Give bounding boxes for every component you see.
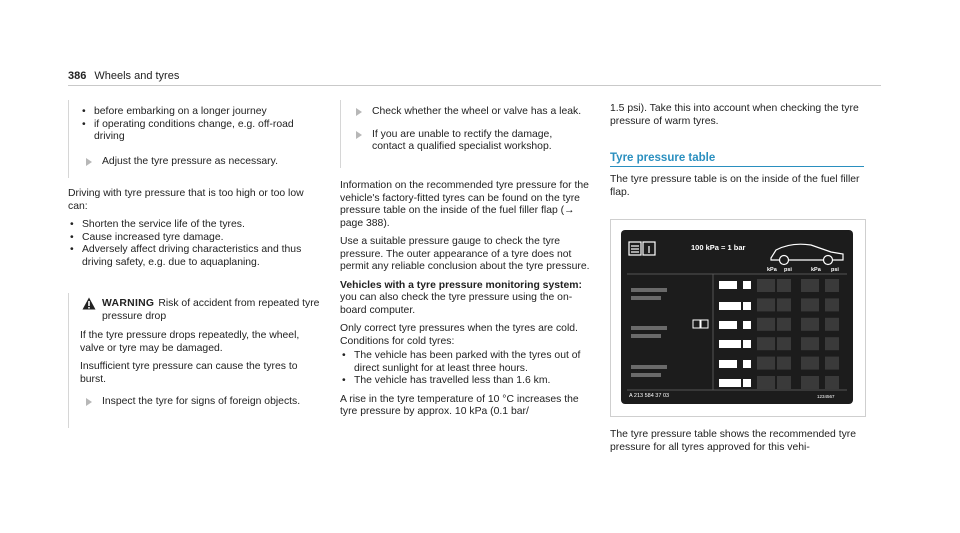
- tyre-pressure-figure: [610, 219, 866, 417]
- warning-icon: [82, 297, 96, 310]
- action-text: Check whether the wheel or valve has a leak.: [372, 106, 582, 117]
- pressure-cell: [825, 337, 839, 350]
- paragraph: Insufficient tyre pressure can cause the tyres to burst.: [80, 361, 298, 385]
- column-3-caption: [610, 429, 866, 460]
- tyre-size-labels: [631, 288, 667, 377]
- action-arrow-icon: [356, 108, 362, 116]
- page-header: [68, 70, 179, 82]
- tyre-pressure-sticker: [621, 230, 853, 404]
- pressure-cell: [825, 357, 839, 370]
- action-arrow-icon: [86, 398, 92, 406]
- pressure-cell: [801, 279, 819, 292]
- paragraph: Use a suitable pressure gauge to check the tyre pressure. The outer appearance of a tyre does not permit any reliable conclusion about the tyre pressure.: [340, 236, 590, 272]
- pressure-cell: [825, 279, 839, 292]
- pressure-cell: [757, 279, 775, 292]
- list-item: • if operating conditions change, e.g. off-road driving: [80, 119, 322, 144]
- pressure-cell: [825, 376, 839, 389]
- action-arrow-icon: [356, 131, 362, 139]
- car-icon: [771, 244, 843, 264]
- warning-title: Risk of accident from repeated tyre pressure drop: [102, 298, 320, 322]
- pressure-cell: [801, 357, 819, 370]
- tpms-text: you can also check the tyre pressure using the on-board computer.: [340, 292, 573, 316]
- unit-psi-label: psi: [831, 267, 839, 273]
- list-item: • before embarking on a longer journey: [80, 106, 322, 119]
- manual-info-icon: [629, 242, 655, 255]
- warning-bar: [68, 293, 69, 428]
- note-bar: [340, 100, 341, 168]
- pressure-cell: [801, 376, 819, 389]
- pressure-cell: [777, 357, 791, 370]
- sticker-code: 1234567: [817, 394, 835, 399]
- list-item: • Cause increased tyre damage.: [68, 232, 322, 245]
- pressure-cell: [757, 298, 775, 311]
- column-3-intro: [610, 174, 860, 205]
- paragraph: 1.5 psi). Take this into account when checking the tyre pressure of warm tyres.: [610, 103, 859, 127]
- header-rule: [68, 85, 881, 86]
- pressure-cell: [825, 298, 839, 311]
- column-2-actions: [350, 106, 588, 162]
- action-item: [350, 106, 588, 119]
- chapter-title: Wheels and tyres: [94, 70, 180, 82]
- paragraph: [340, 280, 598, 318]
- pressure-cell: [757, 376, 775, 389]
- note-bar: [68, 100, 69, 178]
- tpms-heading: Vehicles with a tyre pressure monitoring system:: [340, 279, 582, 291]
- part-number: A 213 584 37 03: [629, 393, 670, 399]
- action-text: If you are unable to rectify the damage, contact a qualified specialist workshop.: [372, 128, 553, 152]
- occupancy-icons: [719, 281, 751, 387]
- warning-heading: [80, 298, 322, 323]
- column-2-body: [340, 180, 598, 425]
- pressure-cell: [777, 298, 791, 311]
- list-item: • Adversely affect driving characteristics and thus driving safety, e.g. due to aquaplaning.: [68, 244, 322, 269]
- load-book-icon: [693, 320, 708, 328]
- paragraph: If the tyre pressure drops repeatedly, the wheel, valve or tyre may be damaged.: [80, 330, 300, 354]
- pressure-cell: [777, 279, 791, 292]
- warning-label: WARNING: [102, 298, 155, 309]
- action-text: Adjust the tyre pressure as necessary.: [102, 155, 278, 167]
- unit-kpa-label: kPa: [767, 267, 777, 273]
- paragraph: The tyre pressure table is on the inside of the fuel filler flap.: [610, 174, 860, 198]
- pressure-cell: [801, 337, 819, 350]
- paragraph: Only correct tyre pressures when the tyres are cold. Conditions for cold tyres:: [340, 323, 578, 347]
- page-number: 386: [68, 70, 87, 82]
- section-title: Tyre pressure table: [610, 152, 716, 164]
- paragraph: The tyre pressure table shows the recommended tyre pressure for all tyres approved for this vehi-: [610, 429, 857, 453]
- pressure-cell: [801, 298, 819, 311]
- action-item: [80, 396, 322, 409]
- action-item: [80, 156, 322, 169]
- action-arrow-icon: [86, 158, 92, 166]
- action-text: Inspect the tyre for signs of foreign objects.: [102, 396, 301, 407]
- column-1: [80, 106, 322, 176]
- pressure-cell: [757, 337, 775, 350]
- pressure-cell: [825, 318, 839, 331]
- pressure-cell: [777, 376, 791, 389]
- action-item: [350, 129, 588, 154]
- pressure-cell: [801, 318, 819, 331]
- list-item: • The vehicle has travelled less than 1.6 km.: [340, 375, 598, 388]
- pressure-cell: [757, 318, 775, 331]
- unit-kpa-label: kPa: [811, 267, 821, 273]
- section-rule: [610, 166, 864, 167]
- column-1-body: [68, 188, 322, 275]
- pressure-cells: [757, 279, 839, 389]
- paragraph: Driving with tyre pressure that is too high or too low can:: [68, 188, 304, 212]
- pressure-cell: [777, 318, 791, 331]
- list-item: • The vehicle has been parked with the tyres out of direct sunlight for at least three hours.: [340, 350, 598, 375]
- list-item: • Shorten the service life of the tyres.: [68, 219, 322, 232]
- warning-box: [80, 298, 322, 417]
- conversion-label: 100 kPa = 1 bar: [691, 243, 746, 252]
- paragraph: A rise in the tyre temperature of 10 °C increases the tyre pressure by approx. 10 kPa (0.1 bar/: [340, 393, 579, 417]
- unit-psi-label: psi: [784, 267, 792, 273]
- sticker-artwork: [621, 230, 853, 404]
- column-3-top: [610, 103, 866, 134]
- pressure-cell: [777, 337, 791, 350]
- paragraph: Information on the recommended tyre pressure for the vehicle's factory-fitted tyres can be found on the tyre pressure table on the inside of the fuel filler flap (→ page 388).: [340, 180, 589, 229]
- pressure-cell: [757, 357, 775, 370]
